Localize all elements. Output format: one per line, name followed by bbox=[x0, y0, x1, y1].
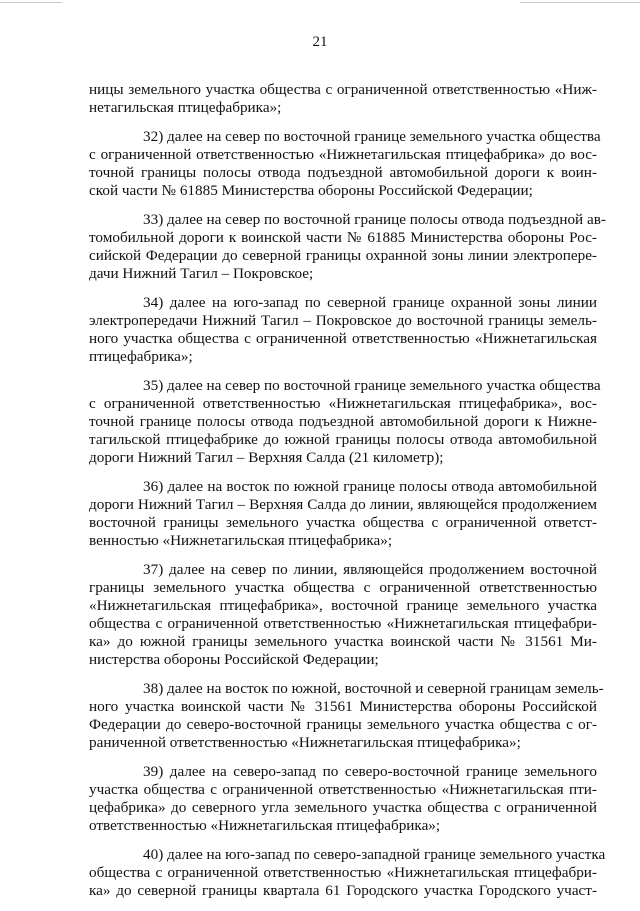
text-line: 40) далее на юго-запад по северо-западной границе земельного участка bbox=[143, 846, 606, 863]
paragraph bbox=[89, 81, 597, 117]
paragraph bbox=[89, 763, 597, 835]
text-line: 35) далее на север по восточной границе земельного участка общества bbox=[143, 377, 601, 394]
text-line: венностью «Нижнетагильская птицефабрика»; bbox=[89, 532, 393, 549]
scan-edge-mark bbox=[0, 2, 62, 3]
paragraph bbox=[89, 128, 601, 200]
scan-edge-mark bbox=[520, 2, 640, 3]
text-line: с ограниченной ответственностью «Нижнетагильская птицефабрика» до вос- bbox=[89, 146, 597, 163]
text-line: 32) далее на север по восточной границе земельного участка общества bbox=[143, 128, 601, 145]
paragraph bbox=[89, 377, 601, 467]
text-line: томобильной дороги к воинской части № 61885 Министерства обороны Рос- bbox=[89, 229, 597, 246]
text-line: ного участка воинской части № 31561 Министерства обороны Российской bbox=[89, 698, 597, 715]
text-line: ответственностью «Нижнетагильская птицефабрика»; bbox=[89, 817, 441, 834]
text-line: нетагильская птицефабрика»; bbox=[89, 99, 282, 116]
text-line: 34) далее на юго-запад по северной границе охранной зоны линии bbox=[143, 294, 597, 311]
text-line: с ограниченной ответственностью «Нижнетагильская птицефабрика», вос- bbox=[89, 395, 597, 412]
paragraph bbox=[89, 680, 604, 752]
paragraph bbox=[89, 294, 597, 366]
text-line: ного участка общества с ограниченной ответственностью «Нижнетагильская bbox=[89, 330, 597, 347]
text-line: раниченной ответственностью «Нижнетагильская птицефабрика»; bbox=[89, 734, 521, 751]
text-line: точной границе полосы отвода подъездной автомобильной дороги к Нижне- bbox=[89, 413, 597, 430]
text-line: электропередачи Нижний Тагил – Покровское до восточной границы земель- bbox=[89, 312, 597, 329]
text-line: 39) далее на северо-запад по северо-восточной границе земельного bbox=[143, 763, 597, 780]
text-line: 33) далее на север по восточной границе полосы отвода подъездной ав- bbox=[143, 211, 606, 228]
text-line: «Нижнетагильская птицефабрика», восточной границе земельного участка bbox=[89, 597, 597, 614]
text-line: ской части № 61885 Министерства обороны Российской Федерации; bbox=[89, 182, 533, 199]
text-line: 38) далее на восток по южной, восточной и северной границам земель- bbox=[143, 680, 604, 697]
text-line: восточной границы земельного участка общества с ограниченной ответст- bbox=[89, 514, 597, 531]
text-line: общества с ограниченной ответственностью «Нижнетагильская птицефабри- bbox=[89, 615, 597, 632]
text-line: границы земельного участка общества с ограниченной ответственностью bbox=[89, 579, 597, 596]
paragraph bbox=[89, 846, 606, 900]
text-line: дороги Нижний Тагил – Верхняя Салда до линии, являющейся продолжением bbox=[89, 496, 597, 513]
text-line: 37) далее на север по линии, являющейся продолжением восточной bbox=[143, 561, 597, 578]
page-number: 21 bbox=[312, 34, 328, 50]
text-line: дороги Нижний Тагил – Верхняя Салда (21 километр); bbox=[89, 449, 444, 466]
text-line: дачи Нижний Тагил – Покровское; bbox=[89, 265, 314, 282]
text-line: тагильской птицефабрике до южной границы полосы отвода автомобильной bbox=[89, 431, 597, 448]
text-line: 36) далее на восток по южной границе полосы отвода автомобильной bbox=[143, 478, 597, 495]
text-line: нистерства обороны Российской Федерации; bbox=[89, 651, 379, 668]
text-line: участка общества с ограниченной ответственностью «Нижнетагильская пти- bbox=[89, 781, 597, 798]
text-line: общества с ограниченной ответственностью «Нижнетагильская птицефабри- bbox=[89, 864, 597, 881]
text-line: птицефабрика»; bbox=[89, 348, 193, 365]
text-line: Федерации до северо-восточной границы земельного участка общества с ог- bbox=[89, 716, 597, 733]
text-line: ка» до южной границы земельного участка воинской части № 31561 Ми- bbox=[89, 633, 597, 650]
paragraph bbox=[89, 478, 597, 550]
document-body bbox=[89, 81, 606, 911]
text-line: цефабрика» до северного угла земельного участка общества с ограниченной bbox=[89, 799, 597, 816]
text-line: точной границы полосы отвода подъездной автомобильной дороги к воин- bbox=[89, 164, 597, 181]
text-line: сийской Федерации до северной границы охранной зоны линии электропере- bbox=[89, 247, 597, 264]
text-line: ка» до северной границы квартала 61 Городского участка Городского участ- bbox=[89, 882, 597, 899]
paragraph bbox=[89, 561, 597, 669]
text-line: ницы земельного участка общества с ограниченной ответственностью «Ниж- bbox=[89, 81, 597, 98]
paragraph bbox=[89, 211, 606, 283]
